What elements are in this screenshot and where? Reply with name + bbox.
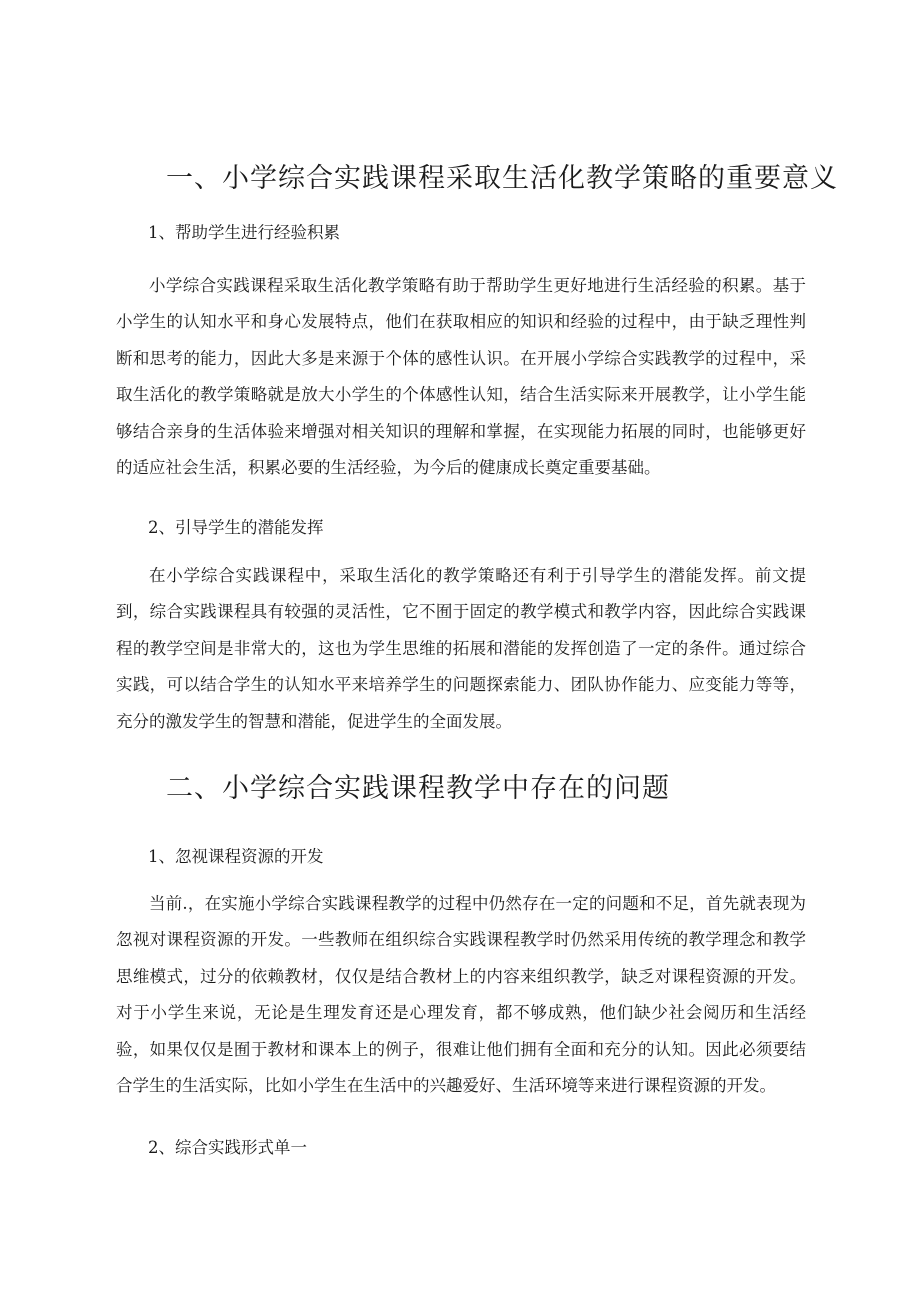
section-1-title: 一、小学综合实践课程采取生活化教学策略的重要意义 [166, 163, 838, 194]
section-2-sub-1-paragraph: 当前.，在实施小学综合实践课程教学的过程中仍然存在一定的问题和不足，首先就表现为忽视对课程资源的开发。一些教师在组织综合实践课程教学时仍然采用传统的教学理念和教学思维模式，过分的依赖教材，仅仅是结合教材上的内容来组织教学，缺乏对课程资源的开发。对于小学生来说，无论是生理发育还是心理发育，都不够成熟，他们缺少社会阅历和生活经验，如果仅仅是囿于教材和课本上的例子，很难让他们拥有全面和充分的认知。因此必须要结合学生的生活实际，比如小学生在生活中的兴趣爱好、生活环境等来进行课程资源的开发。 [116, 894, 806, 1096]
section-2-sub-1-heading: 1、忽视课程资源的开发 [148, 847, 324, 866]
section-2-sub-2-heading: 2、综合实践形式单一 [148, 1138, 307, 1157]
section-2-title: 二、小学综合实践课程教学中存在的问题 [166, 773, 670, 804]
section-1-sub-2-heading: 2、引导学生的潜能发挥 [148, 518, 324, 537]
section-1-sub-1-paragraph: 小学综合实践课程采取生活化教学策略有助于帮助学生更好地进行生活经验的积累。基于小学生的认知水平和身心发展特点，他们在获取相应的知识和经验的过程中，由于缺乏理性判断和思考的能力，因此大多是来源于个体的感性认识。在开展小学综合实践教学的过程中，采取生活化的教学策略就是放大小学生的个体感性认知，结合生活实际来开展教学，让小学生能够结合亲身的生活体验来增强对相关知识的理解和掌握，在实现能力拓展的同时，也能够更好的适应社会生活，积累必要的生活经验，为今后的健康成长奠定重要基础。 [116, 276, 806, 478]
section-1-sub-2-paragraph: 在小学综合实践课程中，采取生活化的教学策略还有利于引导学生的潜能发挥。前文提到，综合实践课程具有较强的灵活性，它不囿于固定的教学模式和教学内容，因此综合实践课程的教学空间是非常大的，这也为学生思维的拓展和潜能的发挥创造了一定的条件。通过综合实践，可以结合学生的认知水平来培养学生的问题探索能力、团队协作能力、应变能力等等，充分的激发学生的智慧和潜能，促进学生的全面发展。 [116, 566, 806, 731]
section-1-sub-1-heading: 1、帮助学生进行经验积累 [148, 223, 340, 242]
